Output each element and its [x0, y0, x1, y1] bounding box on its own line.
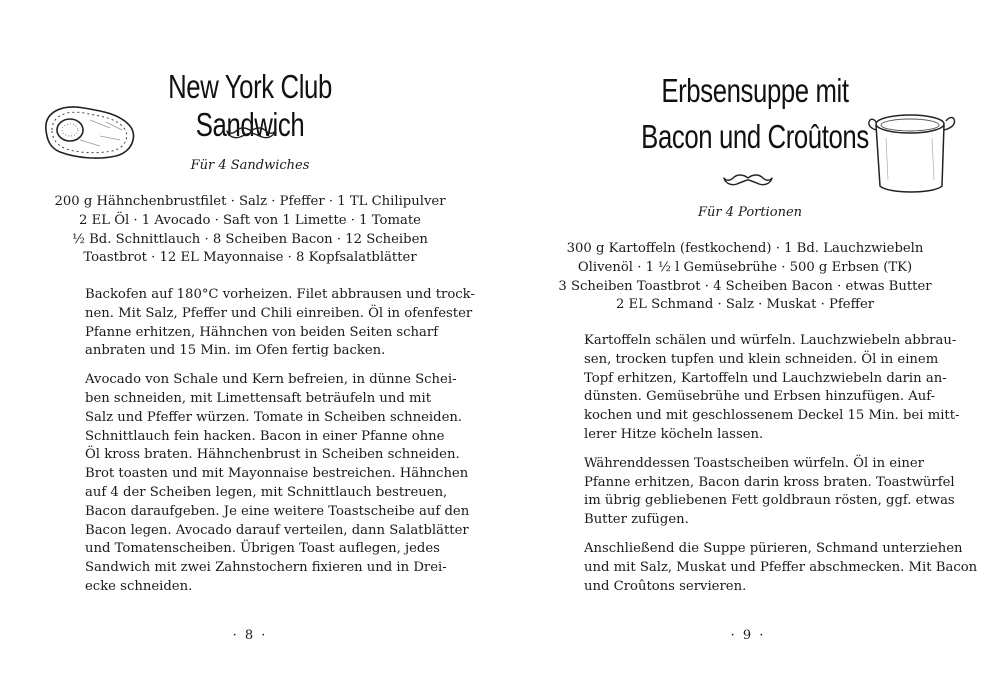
text-line: ben schneiden, mit Limettensaft beträufeln und mit [85, 390, 432, 406]
ingredient-line: 3 Scheiben Toastbrot · 4 Scheiben Bacon · etwas Butter [558, 278, 932, 294]
instruction-paragraph [584, 540, 978, 596]
page-number: · 9 · [730, 628, 766, 643]
text-line: sen, trocken tupfen und klein schneiden. Öl in einem [584, 351, 939, 367]
ingredient-line: Toastbrot · 12 EL Mayonnaise · 8 Kopfsalatblätter [83, 250, 417, 266]
instructions [584, 332, 978, 606]
text-line: und Croûtons servieren. [584, 578, 747, 594]
text-line: Brot toasten und mit Mayonnaise bestreichen. Hähnchen [85, 466, 469, 482]
ingredient-line: 200 g Hähnchenbrustfilet · Salz · Pfeffer · 1 TL Chilipulver [54, 194, 446, 209]
instruction-paragraph [85, 371, 470, 597]
title-line: Bacon und Croûtons [641, 118, 869, 155]
text-line: Schnittlauch fein hacken. Bacon in einer Pfanne ohne [85, 428, 445, 444]
ingredient-line: Olivenöl · 1 ½ l Gemüsebrühe · 500 g Erbsen (TK) [577, 259, 913, 275]
text-line: Pfanne erhitzen, Bacon darin kross braten. Toastwürfel [584, 474, 955, 490]
ingredient-list [545, 240, 945, 315]
text-line: auf 4 der Scheiben legen, mit Schnittlauch bestreuen, [85, 484, 448, 500]
text-line: im übrig gebliebenen Fett goldbraun rösten, ggf. etwas [584, 493, 955, 509]
right-page [500, 0, 1000, 696]
serving-size: Für 4 Sandwiches [190, 158, 310, 173]
text-line: und Tomatenscheiben. Übrigen Toast auflegen, jedes [85, 541, 440, 557]
serving-size: Für 4 Portionen [697, 205, 803, 220]
instruction-paragraph [584, 332, 960, 445]
text-line: Backofen auf 180°C vorheizen. Filet abbrausen und trock- [85, 287, 475, 302]
text-line: Währenddessen Toastscheiben würfeln. Öl in einer [584, 455, 924, 471]
mustache-ornament-icon [723, 172, 773, 188]
ingredient-list [50, 193, 450, 268]
text-line: Anschließend die Suppe pürieren, Schmand unterziehen [584, 540, 963, 556]
ingredient-line: ½ Bd. Schnittlauch · 8 Scheiben Bacon · 12 Scheiben [72, 231, 428, 247]
text-line: Sandwich mit zwei Zahnstochern fixieren und in Drei- [85, 560, 447, 576]
text-line: und mit Salz, Muskat und Pfeffer abschmecken. Mit Bacon [584, 559, 978, 575]
instructions [85, 286, 475, 607]
recipe-title [626, 68, 883, 160]
text-line: Öl kross braten. Hähnchenbrust in Scheiben schneiden. [85, 447, 460, 463]
ingredient-line: 2 EL Öl · 1 Avocado · Saft von 1 Limette · 1 Tomate [79, 212, 421, 228]
recipe-title: New York Club Sandwich [168, 68, 332, 143]
text-line: kochen und mit geschlossenem Deckel 15 Min. bei mitt- [584, 408, 960, 424]
text-line: Bacon legen. Avocado darauf verteilen, dann Salatblätter [85, 522, 469, 538]
text-line: Butter zufügen. [584, 512, 689, 528]
text-line: ecke schneiden. [85, 578, 193, 594]
instruction-paragraph [584, 455, 955, 530]
ingredient-line: 300 g Kartoffeln (festkochend) · 1 Bd. Lauchzwiebeln [566, 241, 924, 256]
text-line: dünsten. Gemüsebrühe und Erbsen hinzufügen. Auf- [584, 389, 936, 405]
text-line: anbraten und 15 Min. im Ofen fertig backen. [85, 343, 386, 359]
text-line: Kartoffeln schälen und würfeln. Lauchzwiebeln abbrau- [584, 333, 957, 348]
text-line: nen. Mit Salz, Pfeffer und Chili einreiben. Öl in ofenfester [85, 305, 473, 321]
mustache-ornament-icon [226, 125, 276, 141]
text-line: lerer Hitze köcheln lassen. [584, 426, 764, 442]
avocado-icon [40, 100, 140, 164]
ingredient-line: 2 EL Schmand · Salz · Muskat · Pfeffer [615, 297, 875, 313]
title-line: Erbsensuppe mit [661, 72, 849, 109]
text-line: Topf erhitzen, Kartoffeln und Lauchzwiebeln darin an- [584, 370, 947, 386]
text-line: Avocado von Schale und Kern befreien, in dünne Schei- [85, 372, 457, 388]
text-line: Bacon daraufgeben. Je eine weitere Toastscheibe auf den [85, 503, 470, 519]
page-number: · 8 · [232, 628, 268, 643]
text-line: Pfanne erhitzen, Hähnchen von beiden Seiten scharf [85, 324, 439, 340]
cooking-pot-icon [864, 108, 964, 198]
instruction-paragraph [85, 286, 475, 361]
text-line: Salz und Pfeffer würzen. Tomate in Scheiben schneiden. [85, 409, 463, 425]
